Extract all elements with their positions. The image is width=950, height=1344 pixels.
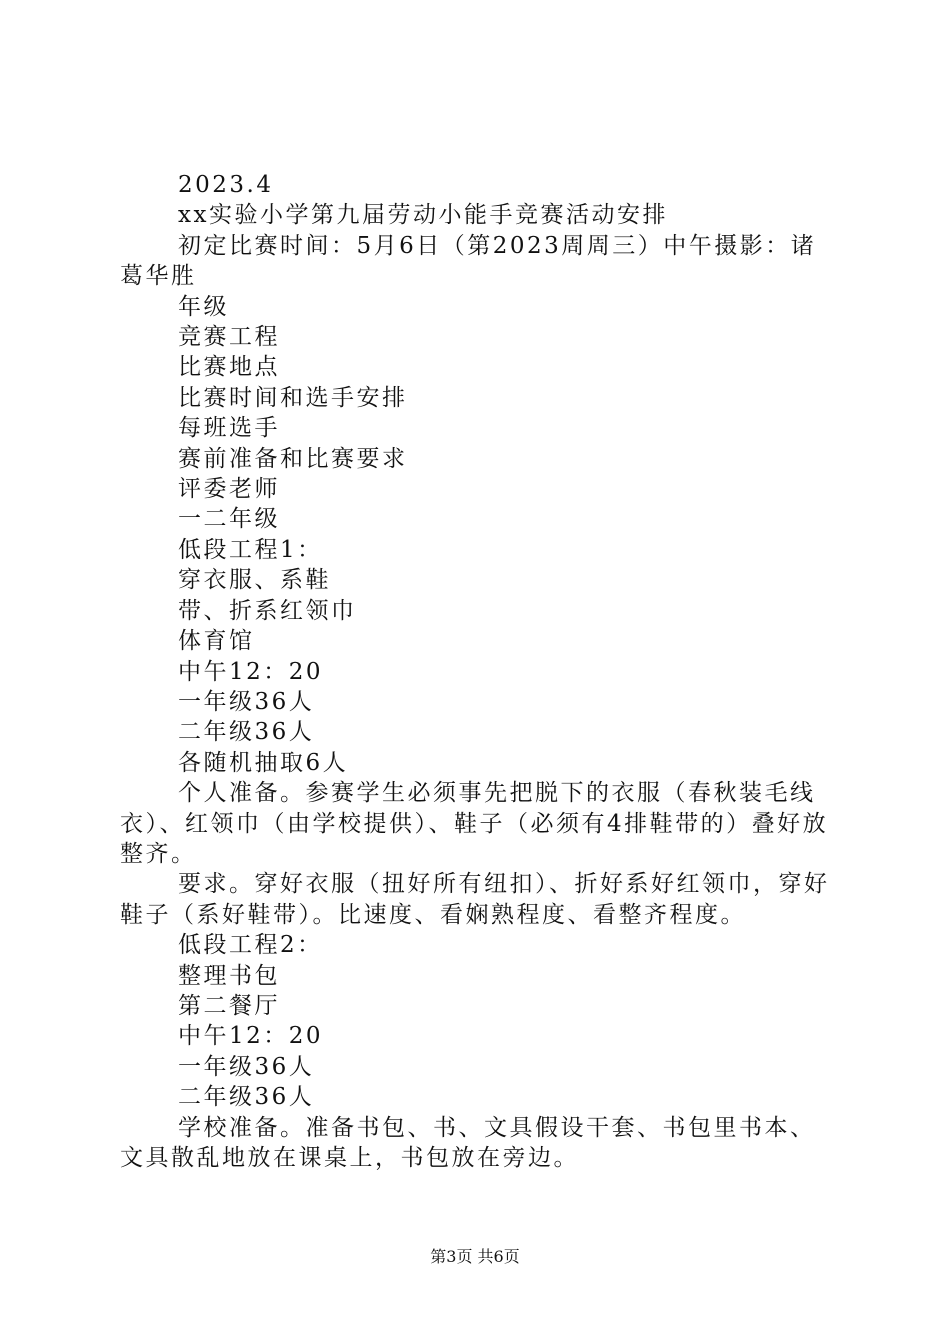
grade2-players: 二年级36人 bbox=[178, 719, 315, 746]
table-header-project: 竞赛工程 bbox=[178, 324, 280, 351]
project-desc-cont: 带、折系红领巾 bbox=[178, 597, 357, 624]
document-body bbox=[120, 170, 832, 1173]
table-header-judges: 评委老师 bbox=[178, 476, 280, 503]
schedule-line: 初定比赛时间：5月6日（第2023周周三）中午摄影：诸葛华胜 bbox=[120, 232, 817, 290]
grade1-players: 一年级36人 bbox=[178, 688, 315, 715]
document-title: xx实验小学第九届劳动小能手竞赛活动安排 bbox=[178, 202, 668, 229]
project-desc: 穿衣服、系鞋 bbox=[178, 567, 331, 594]
requirements-paragraph: 要求。穿好衣服（扭好所有纽扣）、折好系好红领巾，穿好鞋子（系好鞋带）。比速度、看娴熟程度、看整齐程度。 bbox=[120, 871, 830, 928]
table-header-time: 比赛时间和选手安排 bbox=[178, 384, 408, 411]
time-cell: 中午12：20 bbox=[178, 1023, 324, 1050]
table-header-location: 比赛地点 bbox=[178, 354, 280, 381]
personal-prep-paragraph: 个人准备。参赛学生必须事先把脱下的衣服（春秋装毛线衣）、红领巾（由学校提供）、鞋子（必须有4排鞋带的）叠好放整齐。 bbox=[120, 780, 829, 867]
project-desc: 整理书包 bbox=[178, 962, 280, 989]
grade-cell: 一二年级 bbox=[178, 506, 280, 533]
table-header-requirements: 赛前准备和比赛要求 bbox=[178, 445, 408, 472]
project-label: 低段工程1： bbox=[178, 536, 323, 563]
location-cell: 第二餐厅 bbox=[178, 992, 280, 1019]
grade2-players: 二年级36人 bbox=[178, 1084, 315, 1111]
random-pick: 各随机抽取6人 bbox=[178, 749, 349, 776]
location-cell: 体育馆 bbox=[178, 628, 255, 655]
page-footer: 第3页 共6页 bbox=[430, 1247, 520, 1266]
project-label: 低段工程2： bbox=[178, 932, 323, 959]
table-header-grade: 年级 bbox=[178, 293, 229, 320]
time-cell: 中午12：20 bbox=[178, 658, 324, 685]
grade1-players: 一年级36人 bbox=[178, 1053, 315, 1080]
school-prep-paragraph: 学校准备。准备书包、书、文具假设干套、书包里书本、文具散乱地放在课桌上，书包放在旁边。 bbox=[120, 1114, 816, 1171]
table-header-players: 每班选手 bbox=[178, 415, 280, 442]
date-line: 2023.4 bbox=[178, 172, 274, 198]
